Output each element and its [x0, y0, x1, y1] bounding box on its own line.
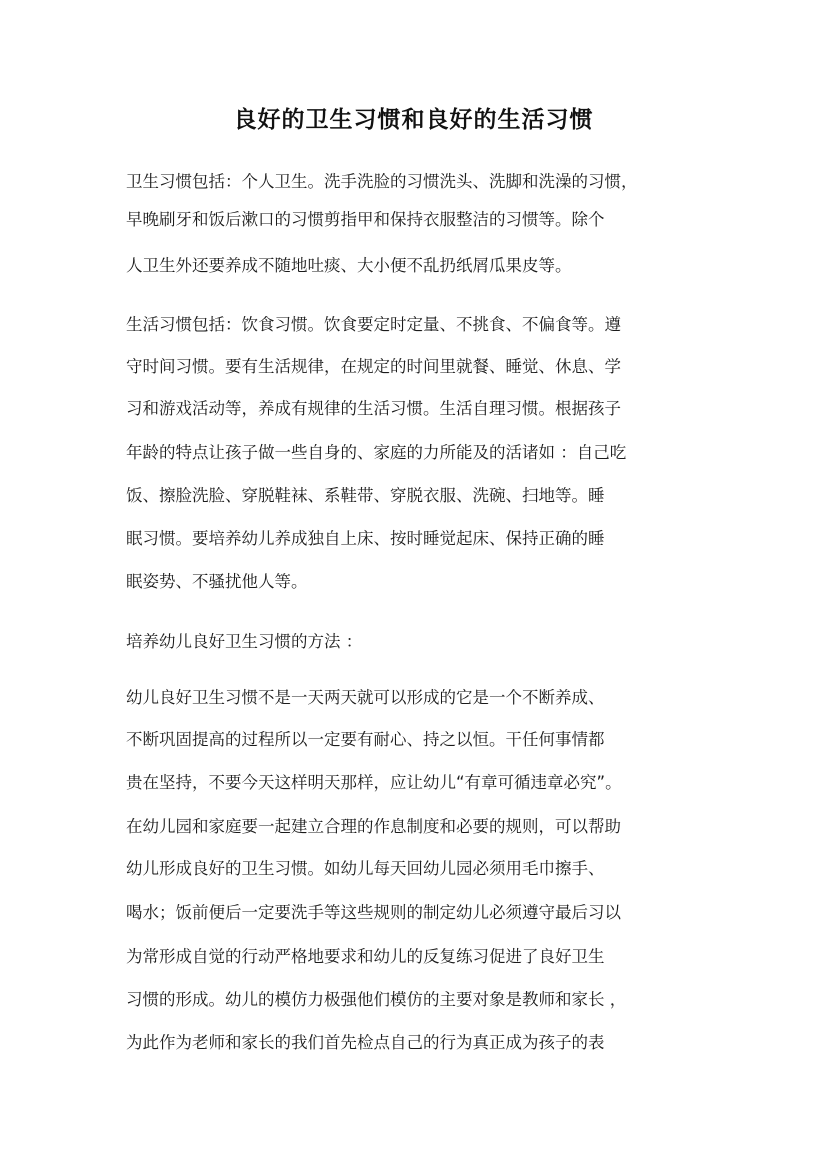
paragraph-4-line-2: 不断巩固提高的过程所以一定要有耐心、持之以恒。干任何事情都 — [126, 730, 605, 749]
paragraph-1-line-3: 人卫生外还要养成不随地吐痰、大小便不乱扔纸屑瓜果皮等。 — [126, 256, 572, 275]
paragraph-2-line-1: 生活习惯包括：饮食习惯。饮食要定时定量、不挑食、不偏食等。遵 — [126, 315, 621, 334]
paragraph-4-line-4: 在幼儿园和家庭要一起建立合理的作息制度和必要的规则，可以帮助 — [126, 817, 621, 836]
paragraph-4-line-9: 为此作为老师和家长的我们首先检点自己的行为真正成为孩子的表 — [126, 1033, 605, 1052]
paragraph-2-line-6: 眠习惯。要培养幼儿养成独自上床、按时睡觉起床、保持正确的睡 — [126, 529, 605, 548]
paragraph-1-line-2: 早晚刷牙和饭后漱口的习惯剪指甲和保持衣服整洁的习惯等。除个 — [126, 210, 605, 229]
paragraph-2-line-4: 年龄的特点让孩子做一些自身的、家庭的力所能及的活诸如 ：自己吃 — [126, 443, 627, 462]
paragraph-4-line-8: 习惯的形成。幼儿的模仿力极强他们模仿的主要对象是教师和家长 ， — [126, 990, 627, 1009]
paragraph-1-line-1: 卫生习惯包括：个人卫生。洗手洗脸的习惯洗头、洗脚和洗澡的习惯， — [126, 172, 638, 191]
paragraph-4-line-5: 幼儿形成良好的卫生习惯。如幼儿每天回幼儿园必须用毛巾擦手、 — [126, 859, 605, 878]
paragraph-3-line-1: 培养幼儿良好卫生习惯的方法 ： — [126, 632, 363, 651]
paragraph-4-line-6: 喝水；饭前便后一定要洗手等这些规则的制定幼儿必须遵守最后习以 — [126, 903, 621, 922]
paragraph-2-line-3: 习和游戏活动等，养成有规律的生活习惯。生活自理习惯。根据孩子 — [126, 399, 621, 418]
paragraph-4-line-3: 贵在坚持，不要今天这样明天那样，应让幼儿“有章可循违章必究”。 — [126, 773, 622, 792]
paragraph-4-line-1: 幼儿良好卫生习惯不是一天两天就可以形成的它是一个不断养成、 — [126, 688, 605, 707]
paragraph-4-line-7: 为常形成自觉的行动严格地要求和幼儿的反复练习促进了良好卫生 — [126, 947, 605, 966]
document-title: 良好的卫生习惯和良好的生活习惯 — [233, 107, 594, 133]
paragraph-2-line-5: 饭、擦脸洗脸、穿脱鞋袜、系鞋带、穿脱衣服、洗碗、扫地等。睡 — [126, 486, 605, 505]
paragraph-2-line-2: 守时间习惯。要有生活规律，在规定的时间里就餐、睡觉、休息、学 — [126, 357, 621, 376]
paragraph-2-line-7: 眠姿势、不骚扰他人等。 — [126, 572, 308, 591]
